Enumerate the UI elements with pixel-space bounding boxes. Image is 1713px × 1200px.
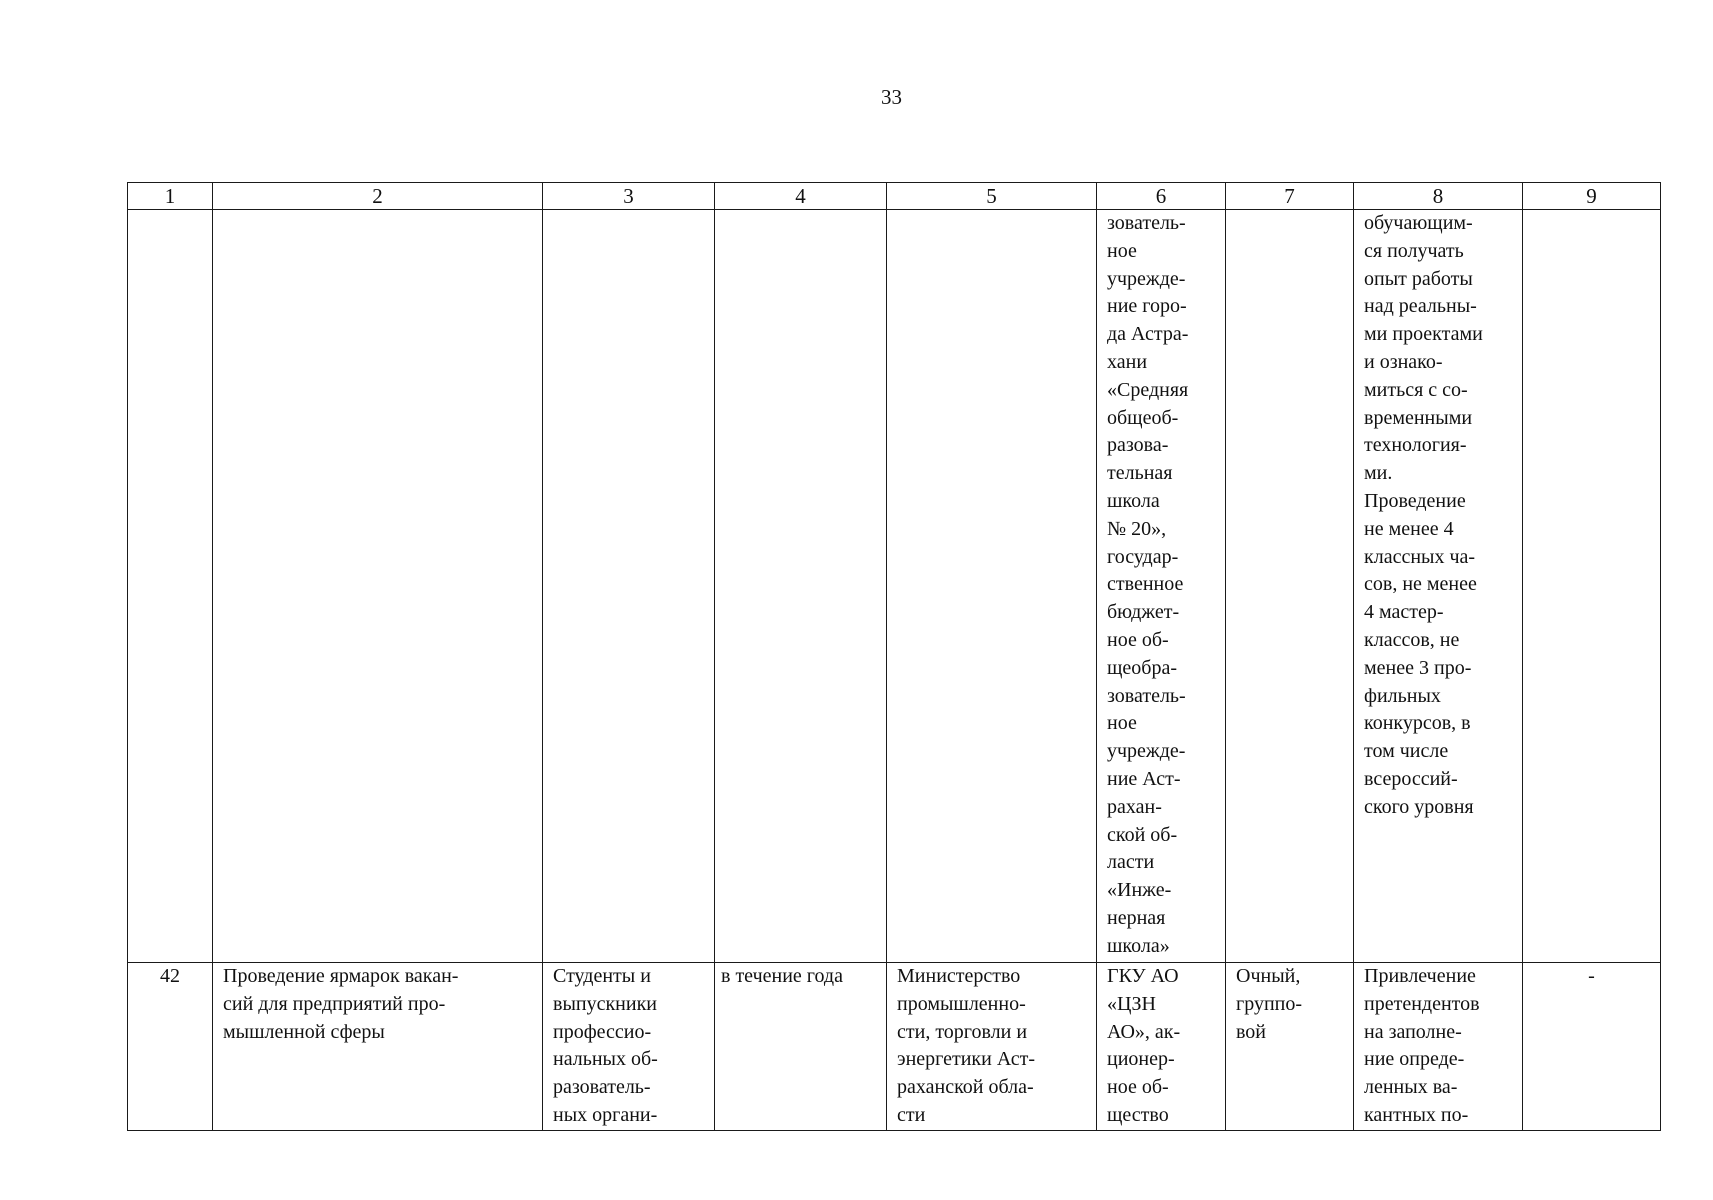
document-table [127,182,1661,1131]
cell-period: в течение года [715,963,887,1131]
table-row-continued [128,210,1661,963]
table-row-42 [128,963,1661,1131]
table-header-row [128,183,1661,210]
column-header-5: 5 [887,183,1097,210]
cell-notes [1523,210,1661,963]
cell-expected-result: обучающим- ся получать опыт работы над реальны- ми проектами и ознако- миться с со- временными технология- ми. Проведение не менее 4 классных ча- сов, не менее 4 мастер- классов, не менее 3 про- фильных конкурсов, в том числе всероссий- ского уровня [1354,210,1523,963]
column-header-9: 9 [1523,183,1661,210]
column-header-6: 6 [1097,183,1226,210]
cell-number [128,210,213,963]
cell-format: Очный, группо- вой [1226,963,1354,1131]
column-header-1: 1 [128,183,213,210]
cell-period [715,210,887,963]
column-header-8: 8 [1354,183,1523,210]
cell-notes: - [1523,963,1661,1131]
cell-expected-result: Привлечение претендентов на заполне- ние опреде- ленных ва- кантных по- [1354,963,1523,1131]
cell-format [1226,210,1354,963]
cell-responsible: Министерство промышленно- сти, торговли и энергетики Аст- раханской обла- сти [887,963,1097,1131]
cell-participants [543,210,715,963]
column-header-2: 2 [213,183,543,210]
cell-partners: ГКУ АО «ЦЗН АО», ак- ционер- ное об- щество [1097,963,1226,1131]
column-header-3: 3 [543,183,715,210]
cell-number: 42 [128,963,213,1131]
cell-partners: зователь- ное учрежде- ние горо- да Астра- хани «Средняя общеоб- разова- тельная школа № 20», государ- ственное бюджет- ное об- щеобра- зователь- ное учрежде- ние Аст- рахан- ской об- ласти «Инже- нерная школа» [1097,210,1226,963]
column-header-7: 7 [1226,183,1354,210]
cell-participants: Студенты и выпускники профессио- нальных об- разователь- ных органи- [543,963,715,1131]
cell-event-name: Проведение ярмарок вакан- сий для предприятий про- мышленной сферы [213,963,543,1131]
column-header-4: 4 [715,183,887,210]
page-number: 33 [881,85,902,109]
cell-responsible [887,210,1097,963]
cell-event-name [213,210,543,963]
